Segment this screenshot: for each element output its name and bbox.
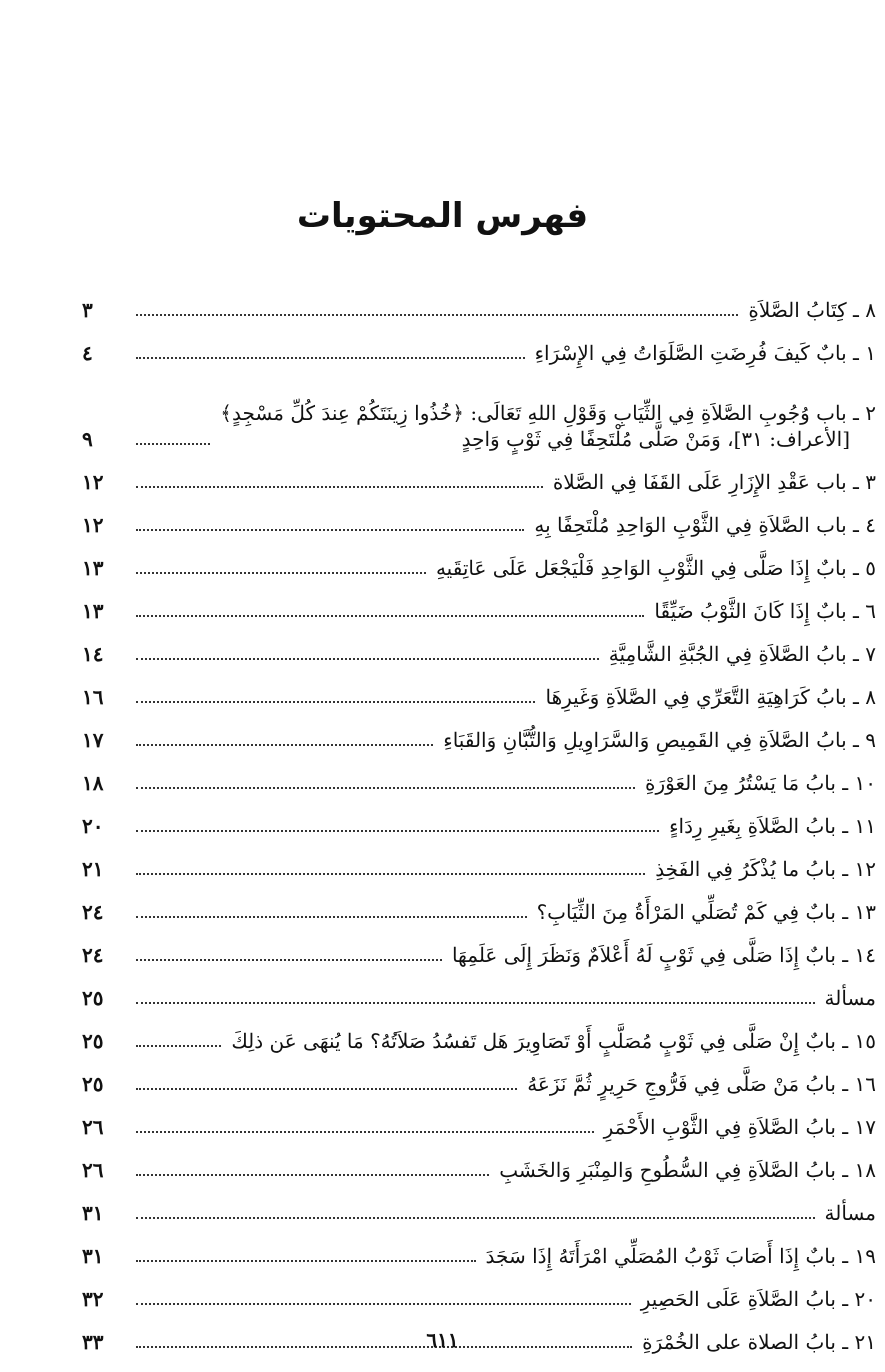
toc-entry-label: ١١ ـ بابُ الصَّلاَةِ بِغَيرِ رِدَاءٍ <box>669 814 876 838</box>
dot-leader <box>136 1303 631 1305</box>
dot-leader <box>136 572 426 574</box>
toc-entry-label: ١٥ ـ بابٌ إِنْ صَلَّى فِي ثَوْبٍ مُصَلَّبٍ أَوْ تَصَاوِيرَ هَل تَفسُدُ صَلاَتُهُ؟ مَا يُنهَى عَن ذلِكَ <box>231 1029 876 1053</box>
dot-leader <box>136 744 433 746</box>
toc-row[interactable] <box>82 1140 876 1183</box>
toc-row[interactable] <box>82 1054 876 1097</box>
dot-leader <box>136 1131 594 1133</box>
toc-page-number: ١٢ <box>82 513 104 537</box>
toc-row[interactable] <box>82 366 876 452</box>
toc-entry-label: ٦ ـ بابٌ إِذَا كَانَ الثَّوْبُ ضَيِّقًا <box>654 599 876 623</box>
toc-row[interactable] <box>82 796 876 839</box>
toc-row[interactable] <box>82 882 876 925</box>
dot-leader <box>136 658 599 660</box>
toc-entry-label: مسألة <box>824 986 876 1010</box>
dot-leader <box>136 1174 489 1176</box>
toc-page-number: ٢٥ <box>82 986 104 1010</box>
toc-entry-label: ٢١ ـ بابُ الصلاة على الخُمْرَةِ <box>642 1330 876 1354</box>
toc-entry-label: ١٨ ـ بابُ الصَّلاَةِ فِي السُّطُوحِ وَالمِنْبَرِ وَالخَشَبِ <box>499 1158 876 1182</box>
dot-leader <box>136 916 527 918</box>
toc-entry-label: ١ ـ بابٌ كَيفَ فُرِضَتِ الصَّلَوَاتُ فِي الإِسْرَاءِ <box>534 341 876 365</box>
toc-page-number: ٢٤ <box>82 943 104 967</box>
toc-entry-label: ٣ ـ باب عَقْدِ الإِزَارِ عَلَى القَفَا فِي الصَّلاة <box>552 470 876 494</box>
toc-entry-label: ٨ ـ كِتَابُ الصَّلاَةِ <box>748 298 876 322</box>
toc-entry-label: ٧ ـ بابُ الصَّلاَةِ فِي الجُبَّةِ الشَّامِيَّةِ <box>608 642 876 666</box>
toc-page-number: ٢٠ <box>82 814 104 838</box>
toc-row[interactable] <box>82 1097 876 1140</box>
toc-row[interactable] <box>82 925 876 968</box>
dot-leader <box>136 357 525 359</box>
toc-row[interactable] <box>82 452 876 495</box>
toc-page-number: ٣٣ <box>82 1330 104 1354</box>
toc-row[interactable] <box>82 581 876 624</box>
toc-entry-label: ١٦ ـ بابُ مَنْ صَلَّى فِي فَرُّوجِ حَرِيرٍ ثُمَّ نَزَعَهُ <box>527 1072 876 1096</box>
toc-page-number: ٣ <box>82 298 93 322</box>
toc-page-number: ١٨ <box>82 771 104 795</box>
toc-page-number: ٩ <box>82 427 93 451</box>
toc-page-number: ٣١ <box>82 1244 104 1268</box>
toc-page-number: ١٤ <box>82 642 104 666</box>
dot-leader <box>136 1217 815 1219</box>
toc-page-number: ١٦ <box>82 685 104 709</box>
dot-leader <box>136 486 543 488</box>
dot-leader <box>136 701 535 703</box>
toc-page-number: ٢٤ <box>82 900 104 924</box>
toc-row[interactable] <box>82 1183 876 1226</box>
toc-entry-label: مسألة <box>824 1201 876 1225</box>
toc-row[interactable] <box>82 968 876 1011</box>
toc-page-number: ٢٦ <box>82 1115 104 1139</box>
page-title: فهرس المحتويات <box>296 196 589 236</box>
dot-leader <box>136 873 645 875</box>
dot-leader <box>136 959 442 961</box>
toc-row[interactable] <box>82 1269 876 1312</box>
dot-leader <box>136 615 644 617</box>
toc-page-number: ١٧ <box>82 728 104 752</box>
toc-entry-label: ١٣ ـ بابٌ فِي كَمْ تُصَلِّي المَرْأَةُ مِنَ الثِّيَابِ؟ <box>536 900 876 924</box>
toc-entry-label: ٤ ـ باب الصَّلاَةِ فِي الثَّوْبِ الوَاحِدِ مُلْتَحِفًا بِهِ <box>534 513 876 537</box>
dot-leader <box>136 787 635 789</box>
toc-row[interactable] <box>82 624 876 667</box>
dot-leader <box>136 529 524 531</box>
toc-row[interactable] <box>82 1226 876 1269</box>
toc-entry-label-line1: ٢ ـ باب وُجُوبِ الصَّلاَةِ فِي الثِّيَابِ وَقَوْلِ اللهِ تَعَالَى: ﴿خُذُوا زِينَتَكُمْ عِندَ كُلِّ مَسْجِدٍ﴾ <box>220 401 876 425</box>
toc-page-number: ٢٥ <box>82 1029 104 1053</box>
dot-leader <box>136 314 738 316</box>
toc-row[interactable] <box>82 495 876 538</box>
toc-page-number: ٢٥ <box>82 1072 104 1096</box>
toc-row[interactable] <box>82 839 876 882</box>
table-of-contents <box>82 280 876 1355</box>
dot-leader <box>136 1088 517 1090</box>
toc-row[interactable] <box>82 538 876 581</box>
dot-leader <box>136 830 659 832</box>
toc-row[interactable] <box>82 323 876 366</box>
dot-leader <box>136 1260 476 1262</box>
toc-entry-label: ٢٠ ـ بابُ الصَّلاَةِ عَلَى الحَصِيرِ <box>640 1287 876 1311</box>
dot-leader <box>136 1002 815 1004</box>
toc-entry-label: ١٤ ـ بابٌ إِذَا صَلَّى فِي ثَوْبٍ لَهُ أَعْلاَمٌ وَنَظَرَ إِلَى عَلَمِهَا <box>451 943 876 967</box>
toc-entry-label: ٨ ـ بابُ كَرَاهِيَةِ التَّعَرِّي فِي الصَّلاَةِ وَغَيرِهَا <box>545 685 876 709</box>
dot-leader <box>136 443 210 445</box>
toc-page-number: ٣١ <box>82 1201 104 1225</box>
page-folio-number: ٦١١ <box>426 1328 459 1352</box>
toc-row[interactable] <box>82 667 876 710</box>
toc-entry-label: ١٢ ـ بابُ ما يُذْكَرُ فِي الفَخِذِ <box>655 857 876 881</box>
toc-row[interactable] <box>82 710 876 753</box>
toc-entry-label: ٥ ـ بابٌ إِذَا صَلَّى فِي الثَّوْبِ الوَاحِدِ فَلْيَجْعَل عَلَى عَاتِقَيهِ <box>435 556 876 580</box>
toc-row[interactable] <box>82 1011 876 1054</box>
toc-page-number: ١٢ <box>82 470 104 494</box>
toc-page-number: ٣٢ <box>82 1287 104 1311</box>
toc-page-number: ١٣ <box>82 556 104 580</box>
toc-page-number: ١٣ <box>82 599 104 623</box>
toc-entry-label: ١٧ ـ بابُ الصَّلاَةِ فِي الثَّوْبِ الأَحْمَرِ <box>603 1115 876 1139</box>
toc-entry-label: ٩ ـ بابُ الصَّلاَةِ فِي القَمِيصِ وَالسَّرَاوِيلِ وَالتُّبَّانِ وَالقَبَاءِ <box>443 728 876 752</box>
toc-entry-label <box>214 400 876 452</box>
toc-page-number: ٢٦ <box>82 1158 104 1182</box>
toc-entry-label: ١٠ ـ بابُ مَا يَسْتُرُ مِنَ العَوْرَةِ <box>645 771 876 795</box>
toc-page-number: ٤ <box>82 341 93 365</box>
toc-page-number: ٢١ <box>82 857 104 881</box>
toc-entry-label: ١٩ ـ بابٌ إِذَا أَصَابَ ثَوْبُ المُصَلِّي امْرَأَتَهُ إِذَا سَجَدَ <box>485 1244 876 1268</box>
toc-row[interactable] <box>82 753 876 796</box>
dot-leader <box>136 1045 221 1047</box>
toc-entry-label-line2: [الأعراف: ٣١]، وَمَنْ صَلَّى مُلْتَحِفًا فِي ثَوْبٍ وَاحِدٍ <box>461 427 850 451</box>
toc-row[interactable] <box>82 280 876 323</box>
